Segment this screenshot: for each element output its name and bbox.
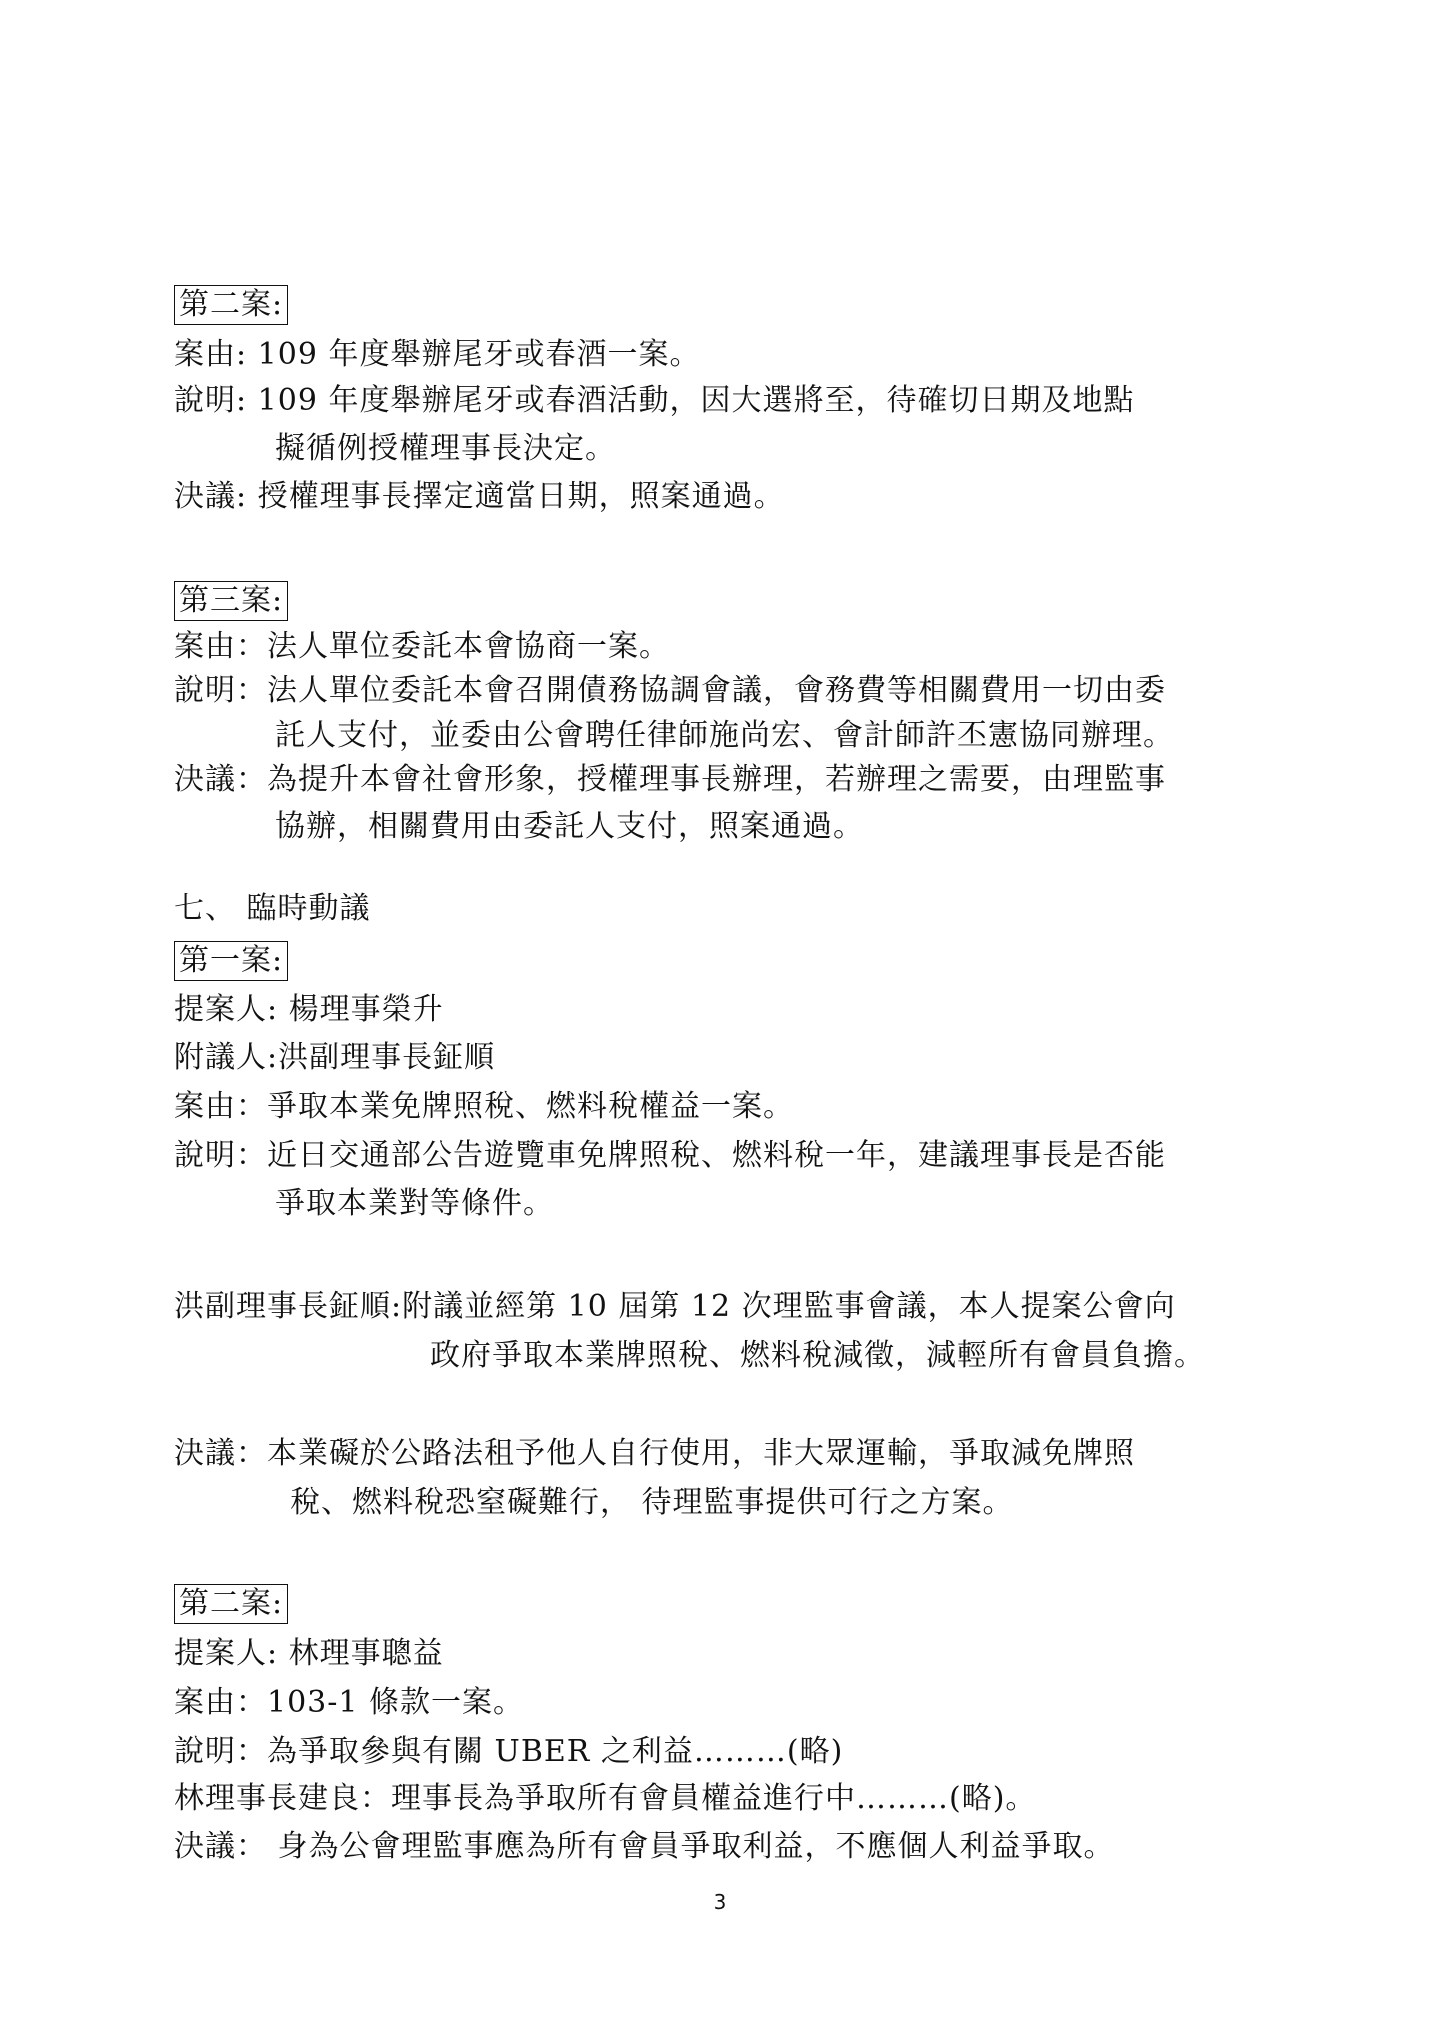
- page-number: 3: [713, 1890, 727, 1914]
- case2-explain-2: 擬循例授權理事長決定。: [275, 431, 616, 466]
- motion2-proposer: 提案人: 林理事聰益: [174, 1636, 444, 1671]
- motion2-resolution: 決議： 身為公會理監事應為所有會員爭取利益，不應個人利益爭取。: [174, 1829, 1115, 1864]
- motion1-explain-2: 爭取本業對等條件。: [275, 1186, 554, 1221]
- case3-resolution-2: 協辦，相關費用由委託人支付，照案通過。: [275, 809, 864, 844]
- case3-reason: 案由：法人單位委託本會協商一案。: [174, 629, 670, 664]
- case2-heading: 第二案:: [174, 285, 288, 325]
- motion1-remark-2: 政府爭取本業牌照稅、燃料稅減徵，減輕所有會員負擔。: [430, 1338, 1205, 1373]
- case3-heading: 第三案:: [174, 581, 288, 621]
- case2-resolution: 決議: 授權理事長擇定適當日期，照案通過。: [174, 479, 785, 514]
- motion1-explain-1: 說明：近日交通部公告遊覽車免牌照稅、燃料稅一年，建議理事長是否能: [174, 1138, 1166, 1173]
- case3-resolution-1: 決議：為提升本會社會形象，授權理事長辦理，若辦理之需要，由理監事: [174, 762, 1166, 797]
- case3-explain-1: 說明：法人單位委託本會召開債務協調會議，會務費等相關費用一切由委: [174, 673, 1166, 708]
- motion1-remark-1: 洪副理事長鉦順:附議並經第 10 屆第 12 次理監事會議，本人提案公會向: [174, 1289, 1176, 1324]
- motion1-heading: 第一案:: [174, 941, 288, 981]
- motion2-remark: 林理事長建良：理事長為爭取所有會員權益進行中………(略)。: [174, 1781, 1037, 1816]
- motion1-proposer: 提案人: 楊理事榮升: [174, 992, 444, 1027]
- motion2-reason: 案由：103-1 條款一案。: [174, 1685, 525, 1720]
- motion2-heading: 第二案:: [174, 1584, 288, 1624]
- motion1-seconder: 附議人:洪副理事長鉦順: [174, 1040, 496, 1075]
- motion1-resolution-1: 決議：本業礙於公路法租予他人自行使用，非大眾運輸，爭取減免牌照: [174, 1436, 1135, 1471]
- case3-explain-2: 託人支付，並委由公會聘任律師施尚宏、會計師許丕憲協同辦理。: [275, 718, 1174, 753]
- case2-explain-1: 說明: 109 年度舉辦尾牙或春酒活動，因大選將至，待確切日期及地點: [174, 383, 1135, 418]
- section7-title: 七、 臨時動議: [174, 891, 371, 926]
- case2-reason: 案由: 109 年度舉辦尾牙或春酒一案。: [174, 337, 701, 372]
- motion2-explain: 說明：為爭取參與有關 UBER 之利益………(略): [174, 1734, 844, 1769]
- motion1-resolution-2: 稅、燃料稅恐窒礙難行， 待理監事提供可行之方案。: [290, 1485, 1014, 1520]
- motion1-reason: 案由：爭取本業免牌照稅、燃料稅權益一案。: [174, 1089, 794, 1124]
